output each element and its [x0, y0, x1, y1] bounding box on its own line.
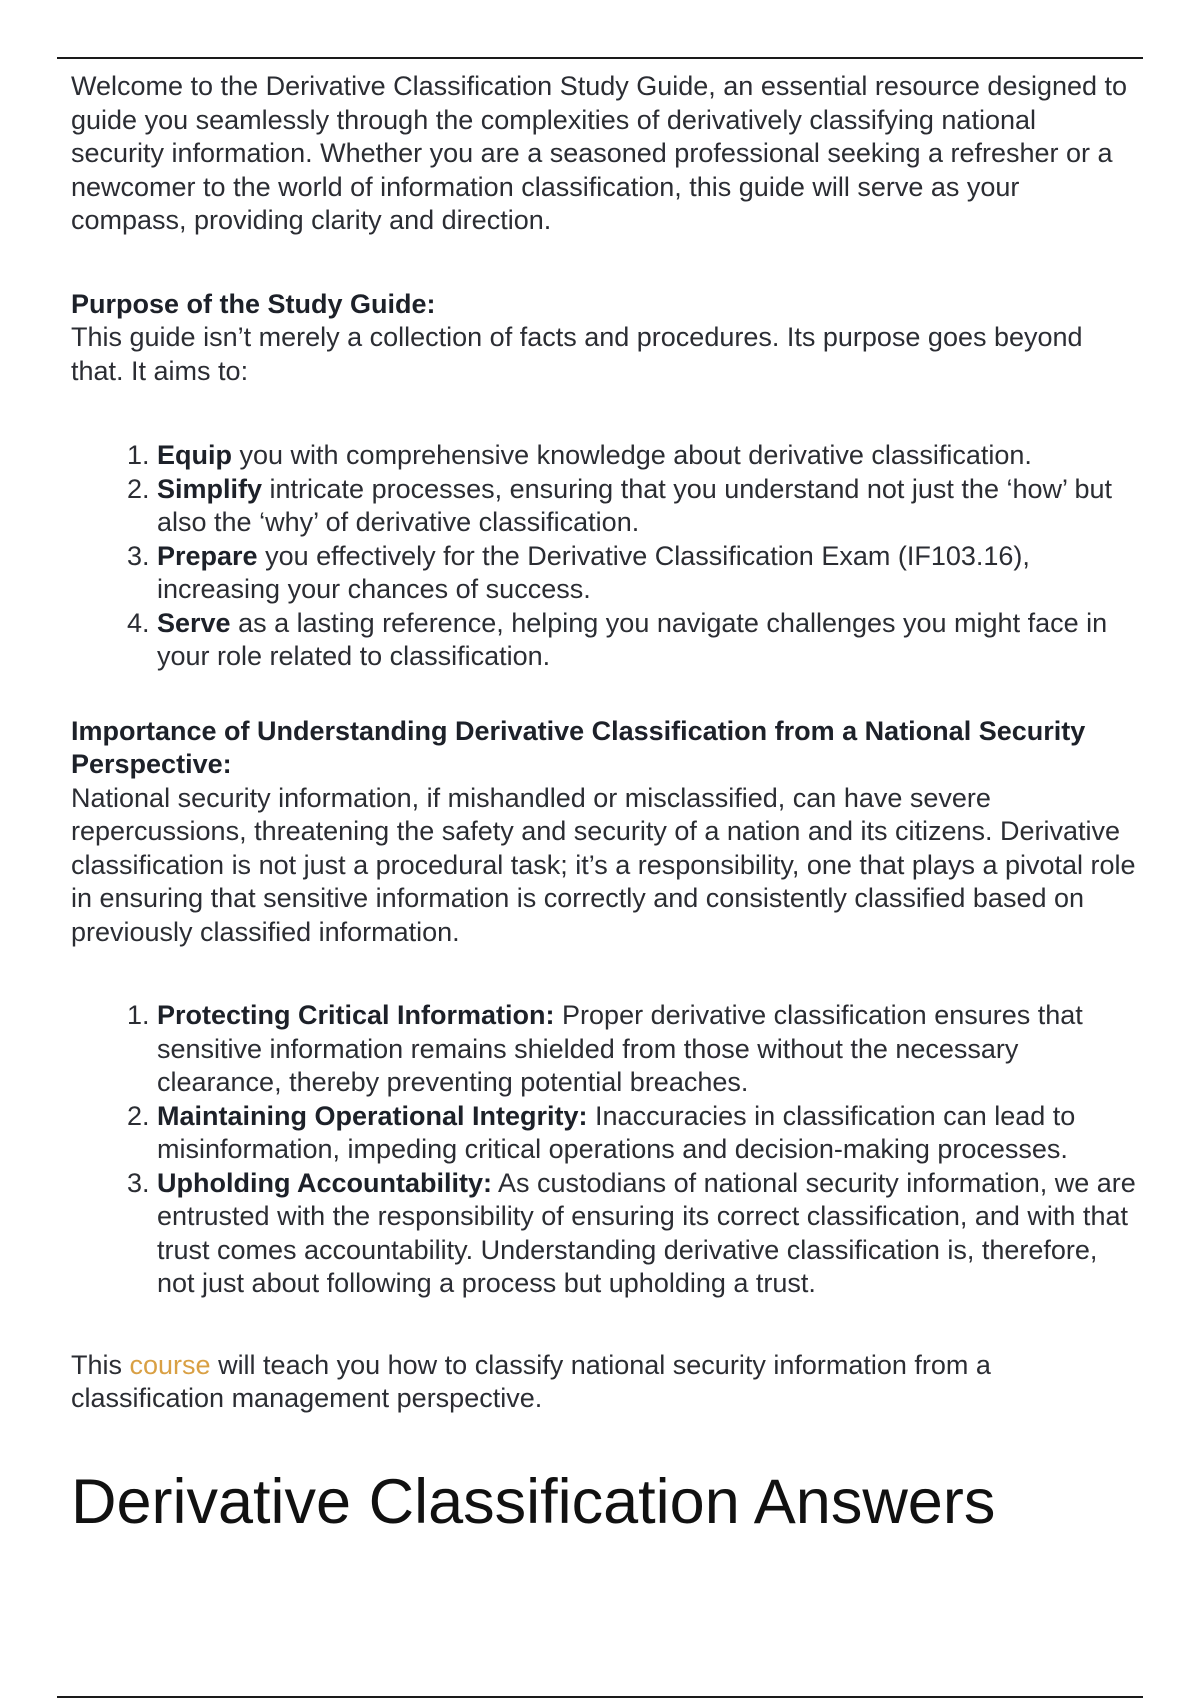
list-item-text: intricate processes, ensuring that you understand not just the ‘how’ but also the ‘why’ of derivative classification. — [157, 473, 1113, 537]
course-note-before: This — [71, 1349, 130, 1380]
list-item-term: Protecting Critical Information: — [157, 1000, 555, 1030]
list-item-term: Simplify — [157, 473, 263, 504]
course-note — [71, 1349, 1136, 1416]
importance-list — [71, 999, 1136, 1301]
course-link[interactable]: course — [129, 1349, 211, 1380]
list-item-term: Maintaining Operational Integrity: — [157, 1100, 588, 1131]
list-item-term: Equip — [157, 440, 232, 470]
list-item-term: Upholding Accountability: — [157, 1167, 492, 1198]
list-item-text: you effectively for the Derivative Classification Exam (IF103.16), increasing your chances of success. — [157, 540, 1030, 604]
list-item — [157, 607, 1136, 674]
list-item — [157, 473, 1136, 540]
list-item-term: Serve — [157, 607, 231, 638]
purpose-lead: This guide isn’t merely a collection of facts and procedures. Its purpose goes beyond that. It aims to: — [71, 322, 1083, 386]
purpose-heading: Purpose of the Study Guide: — [71, 288, 436, 319]
importance-lead: National security information, if mishandled or misclassified, can have severe repercussions, threatening the safety and security of a nation and its citizens. Derivative classification is not just a procedural task; it’s a responsibility, one that plays a pivotal role in ensuring that sensitive information is correctly and consistently classified based on previously classified information. — [71, 782, 1136, 947]
purpose-list — [71, 439, 1136, 674]
answers-title: Derivative Classification Answers — [71, 1466, 996, 1537]
bottom-divider — [57, 1696, 1143, 1698]
list-item — [157, 439, 1136, 473]
intro-paragraph: Welcome to the Derivative Classification Study Guide, an essential resource designed to guide you seamlessly through the complexities of derivatively classifying national security information. Whether you are a seasoned professional seeking a refresher or a newcomer to the world of information classification, this guide will serve as your compass, providing clarity and direction. — [71, 71, 1128, 235]
importance-heading: Importance of Understanding Derivative Classification from a National Security Perspective: — [71, 715, 1086, 779]
top-divider — [57, 57, 1143, 59]
list-item-text: you with comprehensive knowledge about derivative classification. — [232, 440, 1032, 470]
list-item — [157, 1100, 1136, 1167]
list-item-text: as a lasting reference, helping you navigate challenges you might face in your role related to classification. — [157, 607, 1108, 671]
list-item-text: Proper derivative classification ensures that sensitive information remains shielded from those without the necessary clearance, thereby preventing potential breaches. — [157, 1000, 1083, 1097]
list-item — [157, 999, 1136, 1100]
list-item — [157, 1167, 1136, 1301]
document-body — [71, 70, 1136, 1540]
list-item-term: Prepare — [157, 540, 258, 571]
list-item-text: As custodians of national security information, we are entrusted with the responsibility of ensuring its correct classification, and with that trust comes accountability. Understanding derivative classification is, therefore, not just about following a process but upholding a trust. — [157, 1167, 1136, 1298]
list-item-text: Inaccuracies in classification can lead to misinformation, impeding critical operations and decision-making processes. — [157, 1100, 1076, 1164]
list-item — [157, 540, 1136, 607]
course-note-after: will teach you how to classify national security information from a classification management perspective. — [71, 1349, 991, 1413]
